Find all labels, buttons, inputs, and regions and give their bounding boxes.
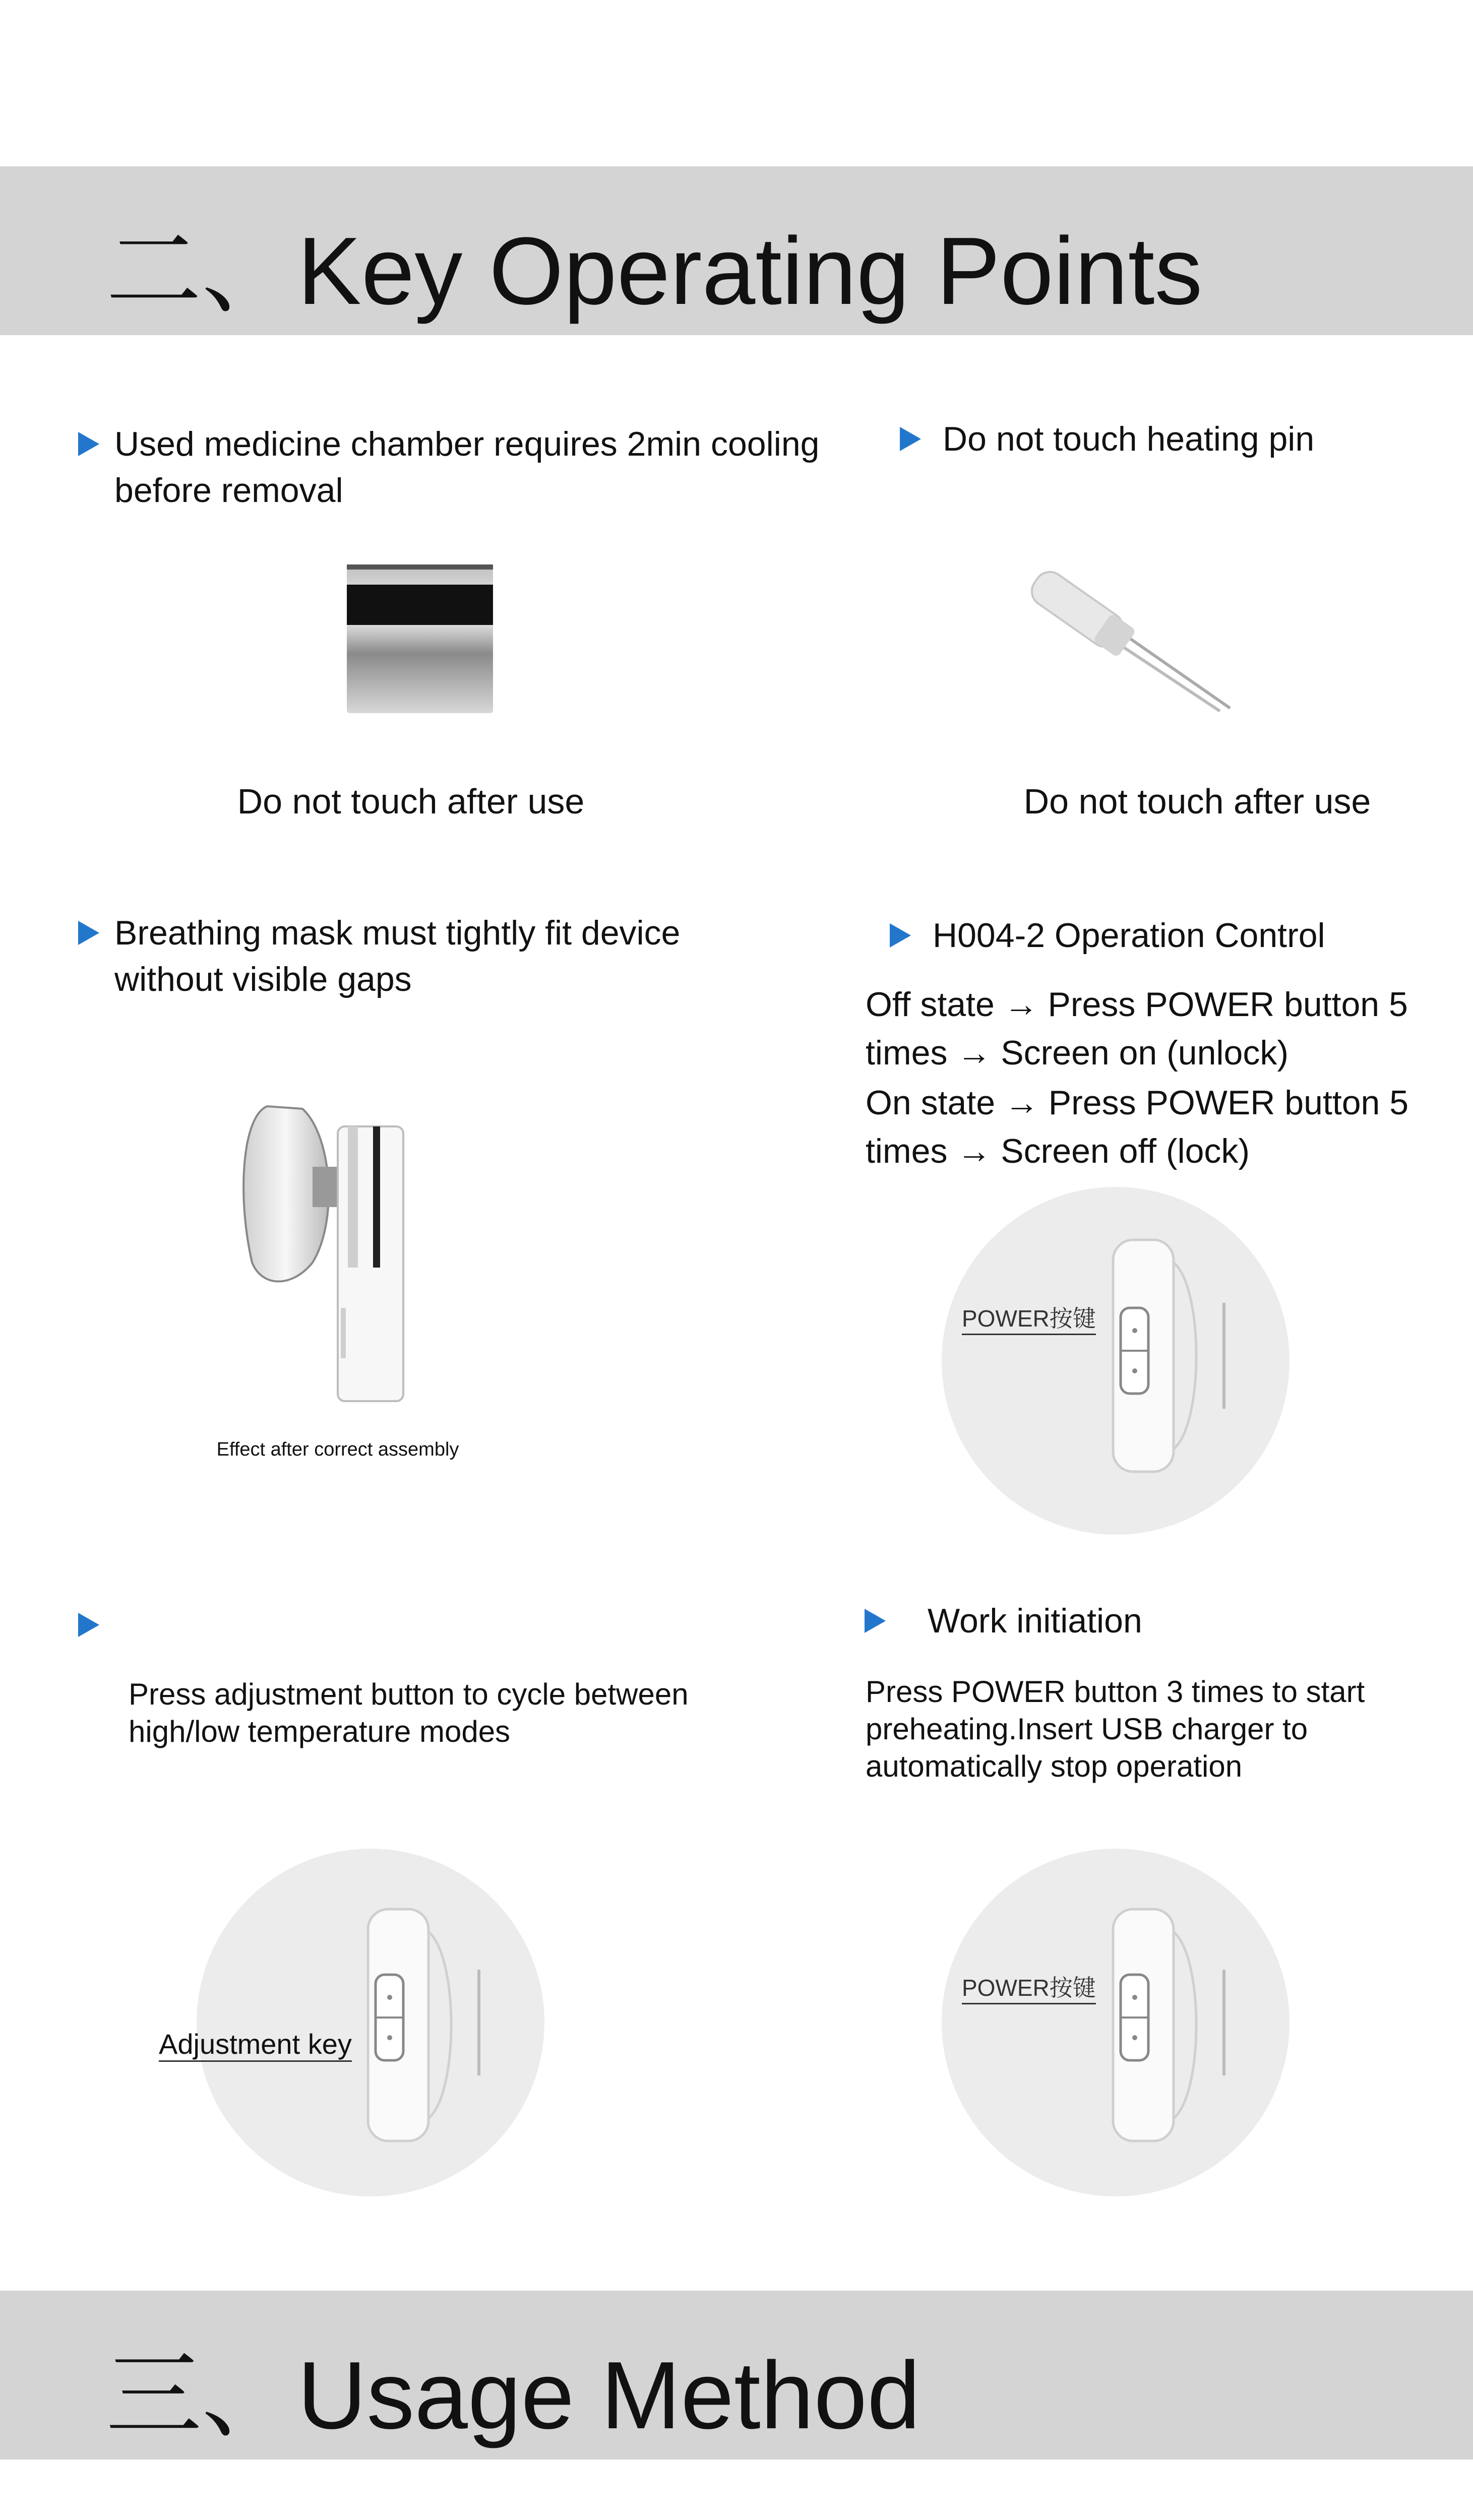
bullet-text: Do not touch heating pin (943, 420, 1315, 458)
mask-assembly-image (237, 1096, 439, 1409)
section-banner-usage-method (0, 2291, 1473, 2460)
bullet-triangle-icon (78, 1613, 99, 1637)
power-key-label: POWER按键 (962, 1300, 1096, 1335)
section-banner-key-operating-points (0, 166, 1473, 335)
breathing-mask-device-icon (237, 1096, 439, 1409)
assembly-caption: Effect after correct assembly (216, 1439, 459, 1460)
power-button-diagram (942, 1849, 1290, 2196)
image-caption: Do not touch after use (237, 782, 585, 821)
device-side-icon (942, 1187, 1290, 1535)
adjustment-key-diagram (159, 1849, 544, 2196)
operation-control-line-2: On state → Press POWER button 5 times → Screen off (lock) (866, 1084, 1409, 1170)
bullet-triangle-icon (900, 427, 921, 451)
section-title: 二、Key Operating Points (106, 218, 1203, 325)
adjustment-instruction: Press adjustment button to cycle between high/low temperature modes (129, 1677, 689, 1748)
device-side-icon (942, 1849, 1290, 2196)
operation-control-line-1: Off state → Press POWER button 5 times → Screen on (unlock) (866, 985, 1408, 1072)
medicine-chamber-image (347, 564, 493, 713)
operation-control-title: H004-2 Operation Control (933, 916, 1325, 955)
bullet-text: Breathing mask must tightly fit device without visible gaps (114, 914, 681, 998)
heating-pin-image (1008, 562, 1240, 713)
medicine-chamber-icon (347, 564, 493, 713)
work-initiation-instruction: Press POWER button 3 times to start preheating.Insert USB charger to automatically stop operation (866, 1675, 1365, 1783)
power-button-diagram (942, 1187, 1290, 1535)
section-title: 三、Usage Method (106, 2342, 920, 2449)
power-key-label: POWER按键 (962, 1970, 1096, 2004)
work-initiation-title: Work initiation (928, 1602, 1142, 1640)
bullet-triangle-icon (890, 923, 911, 948)
image-caption: Do not touch after use (1023, 782, 1371, 821)
adjustment-key-label: Adjustment key (159, 2028, 352, 2062)
bullet-triangle-icon (78, 432, 99, 456)
bullet-triangle-icon (865, 1609, 886, 1633)
device-side-icon (197, 1849, 544, 2196)
heating-pin-icon (1008, 562, 1240, 713)
bullet-text: Used medicine chamber requires 2min cooling before removal (114, 425, 820, 510)
bullet-triangle-icon (78, 921, 99, 945)
